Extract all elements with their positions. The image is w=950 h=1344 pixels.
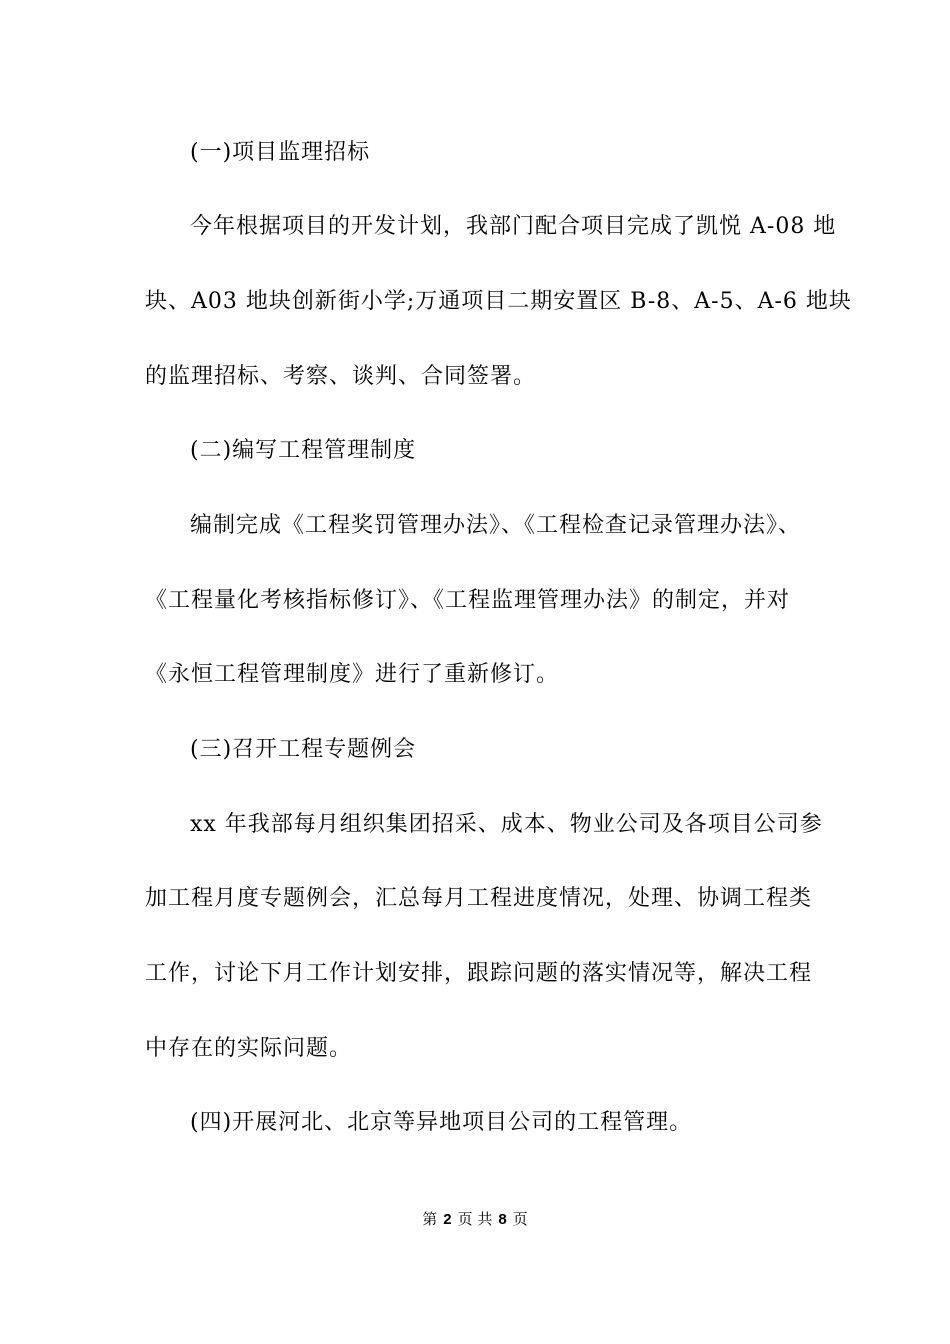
section-heading-3: (三)召开工程专题例会	[190, 737, 417, 762]
section-heading-4: (四)开展河北、北京等异地项目公司的工程管理。	[190, 1110, 693, 1135]
paragraph-line: xx 年我部每月组织集团招采、成本、物业公司及各项目公司参	[190, 812, 823, 837]
section-heading-2: (二)编写工程管理制度	[190, 438, 417, 463]
paragraph-line: 加工程月度专题例会，汇总每月工程进度情况，处理、协调工程类	[145, 886, 813, 911]
paragraph-line: 块、A03 地块创新街小学;万通项目二期安置区 B-8、A-5、A-6 地块	[145, 289, 852, 314]
paragraph-line: 的监理招标、考察、谈判、合同签署。	[145, 364, 537, 389]
footer-middle: 页 共	[457, 1210, 493, 1228]
paragraph-line: 中存在的实际问题。	[145, 1036, 353, 1061]
paragraph-line: 工作，讨论下月工作计划安排，跟踪问题的落实情况等，解决工程	[145, 961, 813, 986]
footer-suffix: 页	[512, 1210, 528, 1228]
paragraph-line: 编制完成《工程奖罚管理办法》、《工程检查记录管理办法》、	[190, 513, 802, 538]
current-page-number: 2	[443, 1211, 452, 1228]
total-pages-number: 8	[498, 1211, 507, 1228]
paragraph-line: 《永恒工程管理制度》进行了重新修订。	[145, 662, 560, 687]
footer-prefix: 第	[422, 1210, 438, 1228]
section-heading-1: (一)项目监理招标	[190, 140, 371, 165]
paragraph-line: 《工程量化考核指标修订》、《工程监理管理办法》的制定，并对	[145, 588, 791, 613]
page-footer	[0, 1209, 950, 1230]
paragraph-line: 今年根据项目的开发计划，我部门配合项目完成了凯悦 A-08 地	[190, 214, 837, 239]
